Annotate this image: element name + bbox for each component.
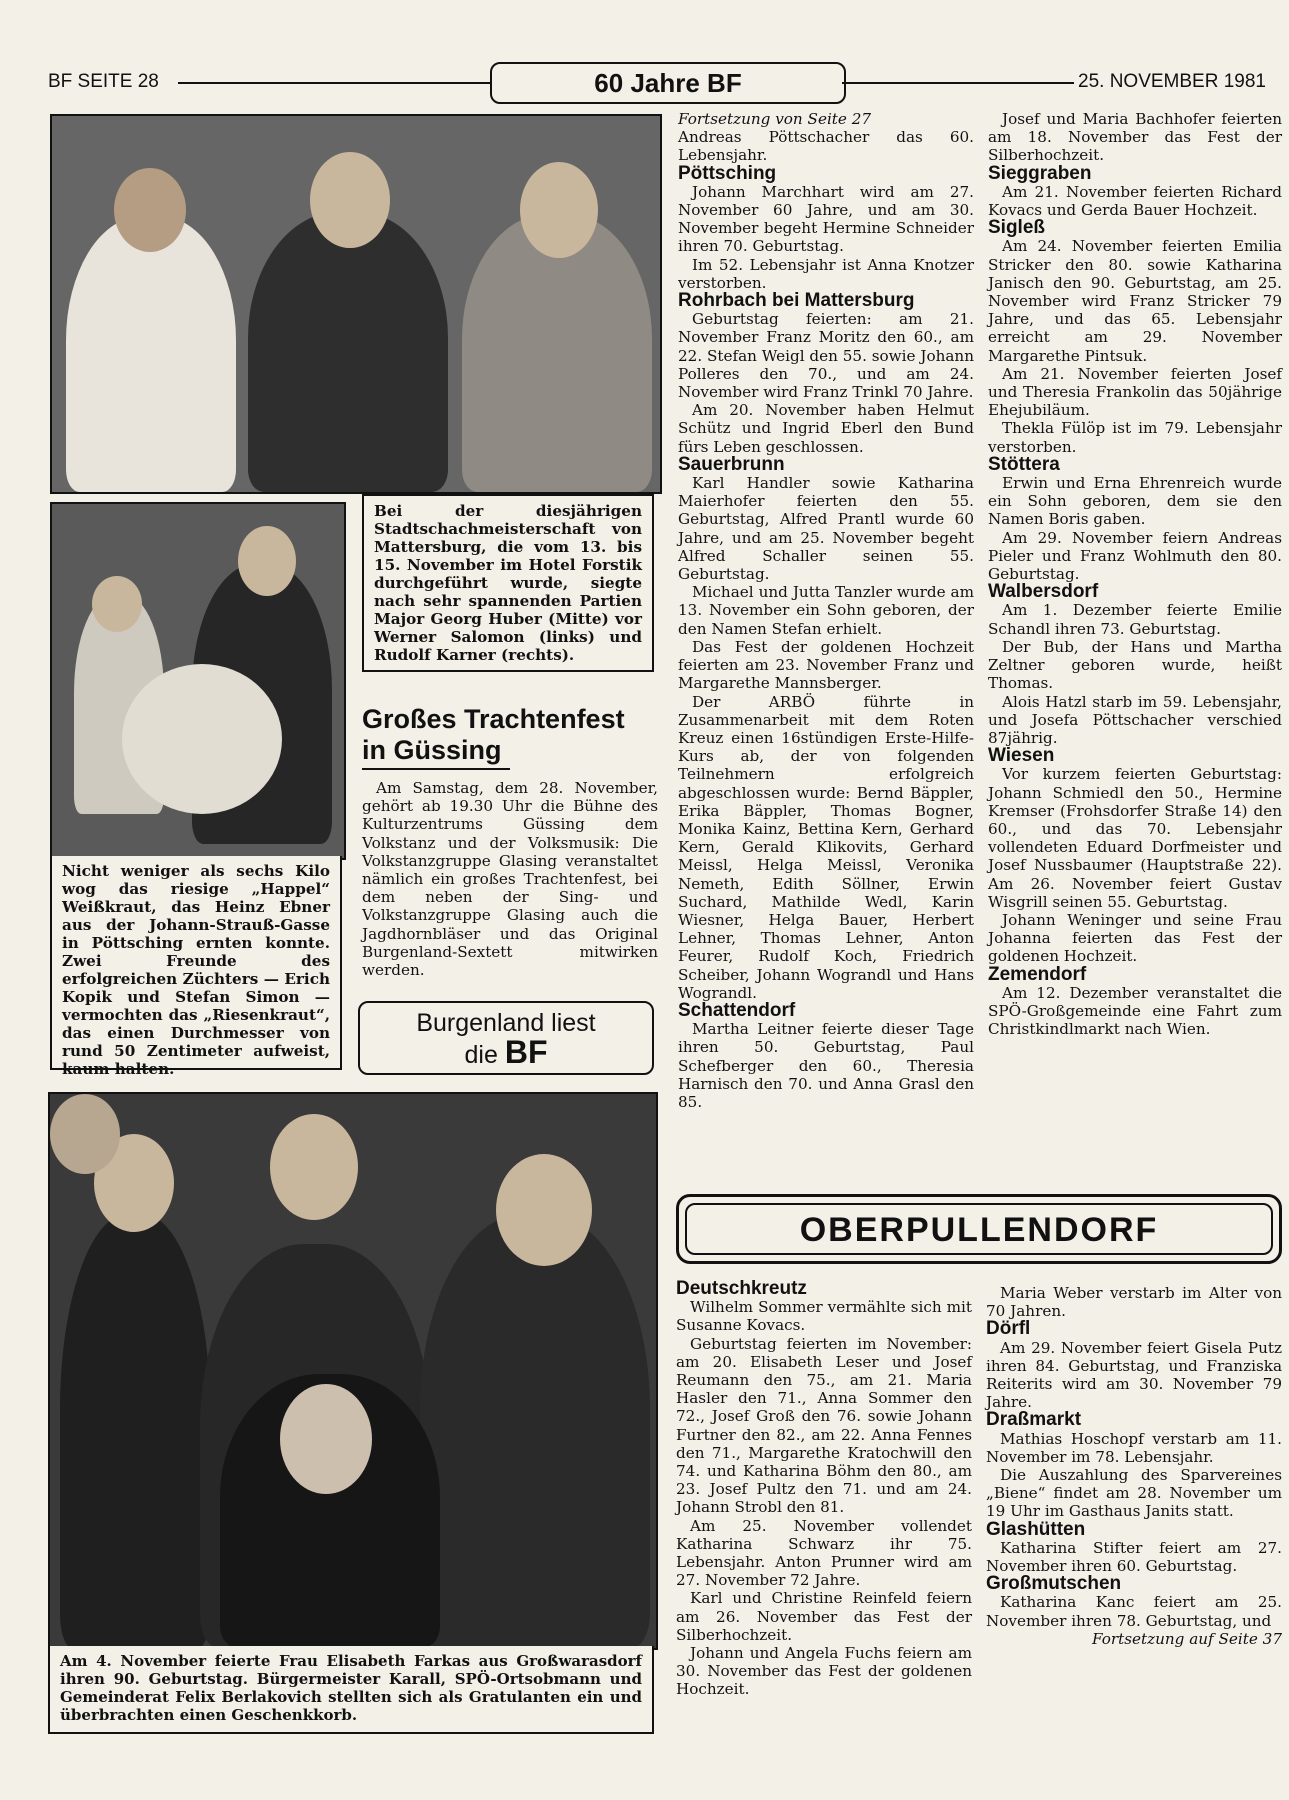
issue-date: 25. NOVEMBER 1981	[1078, 71, 1266, 92]
paragraph: Am 24. November feierten Emilia Stricker den 80. sowie Katharina Janisch den 90. Geburtstag, am 25. November wird Franz Stricker 79 Jahre, und das 65. Lebensjahr erreicht am 29. November Margarethe Pintsuk.	[988, 237, 1282, 365]
paragraph: Am 21. November feierten Josef und Theresia Frankolin das 50jährige Ehejubiläum.	[988, 364, 1282, 420]
section-title: Schattendorf	[678, 999, 796, 1021]
paragraph: Johann und Angela Fuchs feiern am 30. November das Fest der goldenen Hochzeit.	[676, 1644, 972, 1699]
trachtenfest-title-line2: in Güssing	[362, 735, 502, 765]
section-title: Glashütten	[986, 1518, 1086, 1540]
paragraph: Im 52. Lebensjahr ist Anna Knotzer verstorben.	[678, 255, 974, 292]
header-rule-right	[842, 82, 1074, 84]
section-title: Stöttera	[988, 453, 1060, 475]
paragraph: Die Auszahlung des Sparvereines „Biene“ findet am 28. November um 19 Uhr im Gasthaus Janits statt.	[986, 1466, 1282, 1521]
continued-on: Fortsetzung auf Seite 37	[1092, 1629, 1282, 1648]
section-schattendorf	[678, 999, 974, 1111]
column-3	[678, 110, 974, 1111]
section-title: 60 Jahre BF	[490, 62, 846, 104]
paragraph: Katharina Stifter feiert am 27. November ihren 60. Geburtstag.	[986, 1538, 1282, 1576]
section-grossmutschen	[986, 1575, 1282, 1630]
paragraph: Martha Leitner feierte dieser Tage ihren 50. Geburtstag, Paul Schefberger den 60., Theresia Harnisch den 70. und Anna Grasl den 85.	[678, 1020, 974, 1111]
paragraph: Am 20. November haben Helmut Schütz und Ingrid Eberl den Bund fürs Leben geschlossen.	[678, 401, 974, 456]
paragraph: Michael und Jutta Tanzler wurde am 13. November ein Sohn geboren, der den Namen Stefan erhielt.	[678, 583, 974, 638]
headline-rule	[362, 768, 510, 770]
col4-intro: Josef und Maria Bachhofer feierten am 18. November das Fest der Silberhochzeit.	[988, 110, 1282, 165]
paragraph: Am 29. November feiert Gisela Putz ihren 84. Geburtstag, und Franziska Reiterits wird am 30. November 79 Jahre.	[986, 1338, 1282, 1412]
column-5	[676, 1280, 972, 1699]
section-doerfl	[986, 1320, 1282, 1411]
promo-line2	[360, 1034, 652, 1070]
paragraph: Alois Hatzl starb im 59. Lebensjahr, und Josefa Pöttschacher verschied 87jährig.	[988, 692, 1282, 747]
paragraph: Am 12. Dezember veranstaltet die SPÖ-Großgemeinde eine Fahrt zum Christkindlmarkt nach Wien.	[988, 983, 1282, 1039]
caption-chess: Bei der diesjährigen Stadtschachmeisterschaft von Mattersburg, die vom 13. bis 15. November im Hotel Forstik durchgeführt wurde, siegte nach sehr spannenden Partien Major Georg Huber (Mitte) vor Werner Salomon (links) und Rudolf Karner (rechts).	[362, 494, 654, 672]
caption-farkas: Am 4. November feierte Frau Elisabeth Farkas aus Großwarasdorf ihren 90. Geburtstag. Bürgermeister Karall, SPÖ-Ortsobmann und Gemeinderat Felix Berlakovich stellten sich als Gratulanten ein und überbrachten einen Geschenkkorb.	[48, 1646, 654, 1734]
region-banner	[676, 1194, 1282, 1264]
paragraph: Der ARBÖ führte in Zusammenarbeit mit dem Roten Kreuz einen 16stündigen Erste-Hilfe-Kurs ab, der von folgenden Teilnehmern erfolgreich abgeschlossen wurde: Bernd Bäppler, Erika Bäppler, Thomas Bogner, Monika Kainz, Bettina Kern, Gerhard Kern, Gerald Klikovits, Gerhard Meissl, Helga Meissl, Veronika Nemeth, Edith Söllner, Erwin Suchard, Mathilde Wedl, Karin Wiesner, Helga Bauer, Herbert Lehner, Thomas Lehner, Anton Feurer, Rudolf Koch, Friedrich Scheiber, Johann Wograndl und Hans Wograndl.	[678, 692, 974, 1002]
section-title: Sauerbrunn	[678, 453, 785, 475]
paragraph: Thekla Fülöp ist im 79. Lebensjahr verstorben.	[988, 419, 1282, 456]
section-title: Walbersdorf	[988, 581, 1099, 603]
section-title: Großmutschen	[986, 1573, 1122, 1595]
paragraph: Der Bub, der Hans und Martha Zeltner geboren wurde, heißt Thomas.	[988, 637, 1282, 693]
photo-birthday-farkas	[48, 1092, 658, 1650]
paragraph: Wilhelm Sommer vermählte sich mit Susanne Kovacs.	[676, 1298, 972, 1335]
paragraph: Vor kurzem feierten Geburtstag: Johann Schmiedl den 50., Hermine Kremser (Frohsdorfer Straße 14) den 60., und das 70. Lebensjahr vollendeten Eduard Dorfmeister und Josef Nussbaumer (Hauptstraße 22). Am 26. November feiert Gustav Wisgrill seinen 55. Geburtstag.	[988, 765, 1282, 911]
section-sigless	[988, 219, 1282, 456]
column-6	[986, 1284, 1282, 1648]
paragraph: Geburtstag feierten im November: am 20. Elisabeth Leser und Josef Reumann den 75., am 21. Maria Hasler den 71., Anna Sommer den 72., Josef Groß den 76. sowie Johann Furtner den 82., am 22. Anna Fennes den 71., Margarethe Kratochwill den 74. und Katharina Böhm den 80., am 23. Josef Pultz den 71. und am 24. Johann Strobl den 81.	[676, 1334, 972, 1517]
paragraph: Mathias Hoschopf verstarb am 11. November im 78. Lebensjahr.	[986, 1429, 1282, 1466]
page-number: BF SEITE 28	[48, 71, 159, 92]
section-title: Rohrbach bei Mattersburg	[678, 290, 915, 312]
paragraph: Katharina Kanc feiert am 25. November ihren 78. Geburtstag, und	[986, 1593, 1282, 1630]
trachtenfest-text: Am Samstag, dem 28. November, gehört ab 19.30 Uhr die Bühne des Kulturzentrums Güssing dem Volkstanz und der Volksmusik: Die Volkstanzgruppe Glasing veranstaltet nämlich ein großes Trachtenfest, bei dem neben der Sing- und Volkstanzgruppe Glasing auch die Jagdhornbläser und das Original Burgenland-Sextett mitwirken werden.	[362, 779, 658, 980]
header-rule-left	[178, 82, 490, 84]
promo-line2-text: die	[464, 1041, 498, 1069]
section-title: Sigleß	[988, 217, 1046, 239]
paragraph: Karl und Christine Reinfeld feiern am 26. November das Fest der Silberhochzeit.	[676, 1589, 972, 1644]
paragraph: Johann Marchhart wird am 27. November 60 Jahre, und am 30. November begeht Hermine Schneider ihren 70. Geburtstag.	[678, 182, 974, 256]
paragraph: Geburtstag feierten: am 21. November Franz Moritz den 60., am 22. Stefan Weigl den 55. sowie Johann Polleres den 70., und am 24. November wird Franz Trinkl 70 Jahre.	[678, 310, 974, 402]
promo-box	[358, 1001, 654, 1075]
col6-intro: Maria Weber verstarb im Alter von 70 Jahren.	[986, 1284, 1282, 1321]
section-stoettera	[988, 453, 1282, 584]
section-sieggraben	[988, 162, 1282, 220]
paragraph: Am 29. November feiern Andreas Pieler und Franz Wohlmuth den 80. Geburtstag.	[988, 528, 1282, 584]
col3-intro: Andreas Pöttschacher das 60. Lebensjahr.	[678, 128, 974, 165]
section-glashuetten	[986, 1518, 1282, 1576]
photo-chess-winners	[50, 114, 662, 494]
trachtenfest-title-line1: Großes Trachtenfest	[362, 704, 625, 734]
section-title: Deutschkreutz	[676, 1278, 807, 1299]
paragraph: Am 25. November vollendet Katharina Schwarz ihr 75. Lebensjahr. Anton Prunner wird am 27. November 72 Jahre.	[676, 1516, 972, 1590]
caption-cabbage: Nicht weniger als sechs Kilo wog das riesige „Happel“ Weißkraut, das Heinz Ebner aus der Johann-Strauß-Gasse in Pöttsching ernten konnte. Zwei Freunde des erfolgreichen Züchters — Erich Kopik und Stefan Simon — vermochten das „Riesenkraut“, das einen Durchmesser von rund 50 Zentimeter aufweist, kaum halten.	[50, 856, 342, 1070]
paragraph: Am 21. November feierten Richard Kovacs und Gerda Bauer Hochzeit.	[988, 182, 1282, 220]
paragraph: Karl Handler sowie Katharina Maierhofer feierten den 55. Geburtstag, Alfred Prantl wurde 60 Jahre, und am 25. November begeht Alfred Schaller seinen 55. Geburtstag.	[678, 474, 974, 584]
section-deutschkreutz	[676, 1280, 972, 1699]
section-poettsching	[678, 162, 974, 292]
paragraph: Am 1. Dezember feierte Emilie Schandl ihren 73. Geburtstag.	[988, 601, 1282, 638]
region-title: OBERPULLENDORF	[685, 1203, 1273, 1255]
section-title: Dörfl	[986, 1318, 1031, 1340]
photo-giant-cabbage	[50, 502, 346, 860]
section-title: Pöttsching	[678, 162, 777, 184]
section-title: Draßmarkt	[986, 1409, 1082, 1431]
continued-from: Fortsetzung von Seite 27	[678, 110, 872, 128]
paragraph: Erwin und Erna Ehrenreich wurde ein Sohn geboren, dem sie den Namen Boris gaben.	[988, 474, 1282, 529]
promo-line1: Burgenland liest	[416, 1009, 596, 1037]
trachtenfest-article	[362, 779, 658, 979]
column-4	[988, 110, 1282, 1038]
section-drassmarkt	[986, 1411, 1282, 1520]
section-title: Sieggraben	[988, 162, 1092, 184]
trachtenfest-headline	[362, 704, 662, 766]
section-title: Zemendorf	[988, 963, 1087, 985]
paragraph: Das Fest der goldenen Hochzeit feierten am 23. November Franz und Margarethe Mannsberger.	[678, 637, 974, 693]
section-wiesen	[988, 747, 1282, 965]
section-zemendorf	[988, 963, 1282, 1039]
section-rohrbach	[678, 292, 974, 456]
section-sauerbrunn	[678, 453, 974, 1002]
section-title: Wiesen	[988, 745, 1055, 767]
paragraph: Johann Weninger und seine Frau Johanna feierten das Fest der goldenen Hochzeit.	[988, 910, 1282, 966]
bf-logo: BF	[504, 1034, 548, 1070]
section-walbersdorf	[988, 583, 1282, 747]
